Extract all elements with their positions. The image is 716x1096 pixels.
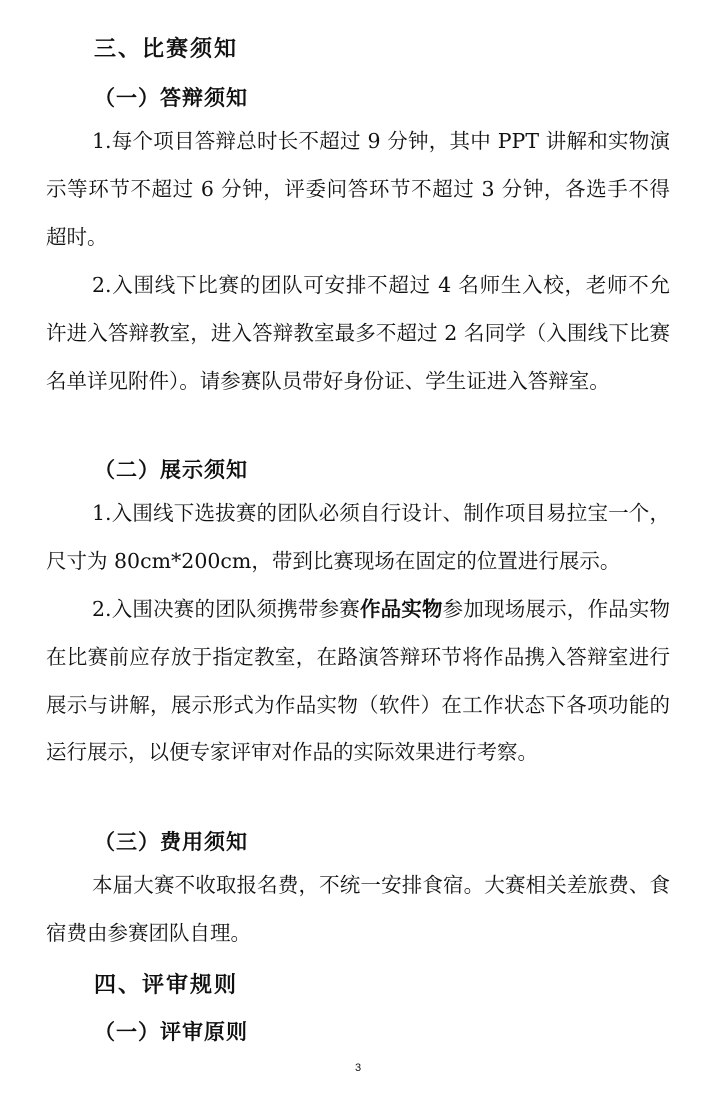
display-paragraph-2 xyxy=(46,586,670,777)
subsection-display-heading: （二）展示须知 xyxy=(94,458,248,482)
section-3-heading: 三、比赛须知 xyxy=(94,37,239,62)
section-4-heading: 四、评审规则 xyxy=(94,973,239,998)
subsection-defense-heading: （一）答辩须知 xyxy=(94,86,248,110)
display-paragraph-2-end: 参加现场展示，作品实物在比赛前应存放于指定教室，在路演答辩环节将作品携入答辩室进行展示与讲解，展示形式为作品实物（软件）在工作状态下各项功能的运行展示，以便专家评审对作品的实际效果进行考察。 xyxy=(46,597,671,765)
fees-paragraph: 本届大赛不收取报名费，不统一安排食宿。大赛相关差旅费、食宿费由参赛团队自理。 xyxy=(46,873,670,945)
display-paragraph-1: 1.入围线下选拔赛的团队必须自行设计、制作项目易拉宝一个，尺寸为 80cm*200cm，带到比赛现场在固定的位置进行展示。 xyxy=(46,501,670,573)
subsection-review-principles-heading: （一）评审原则 xyxy=(94,1020,248,1044)
display-paragraph-2-bold: 作品实物 xyxy=(359,597,443,621)
subsection-fees-heading: （三）费用须知 xyxy=(94,830,248,854)
defense-paragraph-2: 2.入围线下比赛的团队可安排不超过 4 名师生入校，老师不允许进入答辩教室，进入答辩教室最多不超过 2 名同学（入围线下比赛名单详见附件）。请参赛队员带好身份证、学生证进入答辩室。 xyxy=(46,273,670,393)
defense-paragraph-1: 1.每个项目答辩总时长不超过 9 分钟，其中 PPT 讲解和实物演示等环节不超过 6 分钟，评委问答环节不超过 3 分钟，各选手不得超时。 xyxy=(46,129,670,249)
page-number: 3 xyxy=(354,1062,362,1074)
display-paragraph-2-start: 2.入围决赛的团队须携带参赛 xyxy=(92,597,360,621)
